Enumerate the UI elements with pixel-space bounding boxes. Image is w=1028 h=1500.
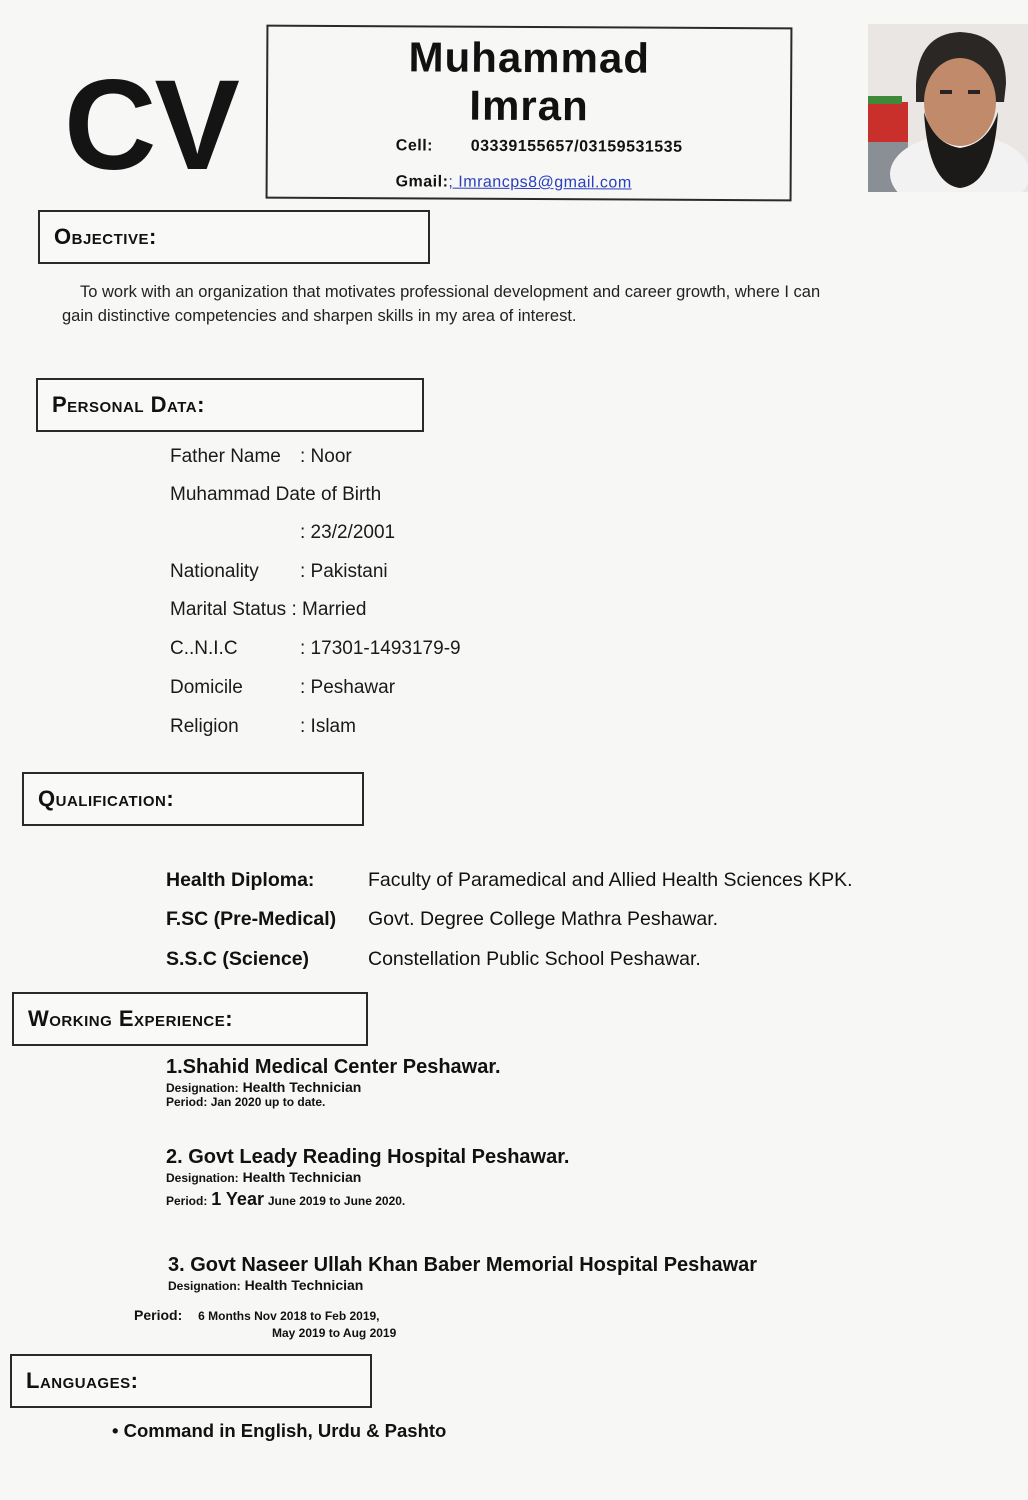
job-designation: Health Technician: [244, 1277, 364, 1293]
job-entry: [166, 1056, 501, 1109]
qualification-degree: F.SC (Pre-Medical): [166, 908, 337, 930]
profile-photo: [868, 24, 1028, 192]
dob-value: : 23/2/2001: [300, 522, 396, 543]
designation-label: Designation:: [166, 1171, 239, 1185]
personal-heading: Personal Data:: [52, 392, 205, 417]
cell-label: Cell:: [395, 137, 434, 155]
cv-label: CV: [64, 54, 238, 197]
job-period: June 2019 to June 2020.: [267, 1194, 406, 1208]
domicile-label: Domicile: [170, 677, 243, 698]
job-period: Jan 2020 up to date.: [210, 1095, 326, 1109]
name-contact-box: [266, 25, 793, 202]
nationality-row: [170, 561, 388, 583]
father-value: : Noor: [300, 446, 352, 467]
period-label: Period:: [166, 1095, 208, 1109]
gmail-label: Gmail:: [395, 173, 449, 191]
marital-label: Marital Status: [170, 599, 287, 620]
domicile-row: [170, 677, 395, 699]
job-entry: [166, 1146, 569, 1210]
qualification-institute: Faculty of Paramedical and Allied Health Sciences KPK.: [368, 869, 853, 891]
period-label: Period:: [166, 1194, 208, 1208]
gmail-row: [396, 173, 632, 192]
name-first: Muhammad: [408, 33, 651, 82]
father-continued: Muhammad Date of Birth: [170, 484, 382, 505]
qualification-institute: Constellation Public School Peshawar.: [368, 948, 701, 970]
religion-value: : Islam: [300, 716, 356, 737]
cnic-row: [170, 638, 461, 660]
cnic-value: : 17301-1493179-9: [300, 638, 461, 659]
qualification-degree: S.S.C (Science): [166, 948, 310, 970]
father-label: Father Name: [170, 446, 281, 467]
languages-heading-box: [10, 1354, 372, 1408]
marital-value: : Married: [291, 599, 367, 620]
qualification-heading: Qualification:: [38, 786, 175, 811]
name-last: Imran: [469, 81, 589, 130]
qualification-degree: Health Diploma:: [166, 869, 315, 891]
job-period-line1: 6 Months Nov 2018 to Feb 2019,: [198, 1309, 380, 1323]
domicile-value: : Peshawar: [300, 677, 396, 698]
job-title: 2. Govt Leady Reading Hospital Peshawar.: [166, 1146, 570, 1168]
cell-value: 03339155657/03159531535: [470, 137, 683, 156]
cnic-label: C..N.I.C: [170, 638, 238, 659]
father-row: [170, 446, 352, 468]
religion-row: [170, 716, 356, 738]
job-title: 3. Govt Naseer Ullah Khan Baber Memorial Hospital Peshawar: [168, 1254, 758, 1276]
qualification-row: [166, 908, 718, 931]
gmail-link[interactable]: ; Imrancps8@gmail.com: [448, 173, 632, 192]
qualification-heading-box: [22, 772, 364, 826]
job-designation: Health Technician: [242, 1169, 362, 1185]
objective-heading: Objective:: [54, 224, 157, 249]
cell-row: [396, 137, 683, 157]
job-period-block: [134, 1307, 380, 1323]
languages-heading: Languages:: [26, 1368, 139, 1393]
period-label: Period:: [134, 1307, 183, 1323]
qualification-row: [166, 948, 701, 971]
qualification-row: [166, 869, 853, 892]
personal-heading-box: [36, 378, 424, 432]
job-designation: Health Technician: [242, 1079, 362, 1095]
objective-heading-box: [38, 210, 430, 264]
nationality-label: Nationality: [170, 561, 259, 582]
religion-label: Religion: [170, 716, 239, 737]
experience-heading-box: [12, 992, 368, 1046]
nationality-value: : Pakistani: [300, 561, 388, 582]
job-period-duration: 1 Year: [211, 1189, 264, 1209]
job-period-line2: May 2019 to Aug 2019: [272, 1326, 397, 1340]
candidate-name: [268, 33, 790, 132]
profile-photo-image: [868, 24, 1028, 192]
marital-row: [170, 599, 366, 621]
language-item: • Command in English, Urdu & Pashto: [112, 1420, 447, 1441]
experience-heading: Working Experience:: [28, 1006, 234, 1031]
designation-label: Designation:: [168, 1279, 241, 1293]
objective-text: To work with an organization that motivates professional development and career growth, where I can gain distinctive competencies and sharpen skills in my area of interest.: [62, 283, 821, 325]
job-title: 1.Shahid Medical Center Peshawar.: [166, 1056, 501, 1078]
job-entry: [168, 1254, 757, 1293]
designation-label: Designation:: [166, 1081, 239, 1095]
qualification-institute: Govt. Degree College Mathra Peshawar.: [368, 908, 719, 930]
